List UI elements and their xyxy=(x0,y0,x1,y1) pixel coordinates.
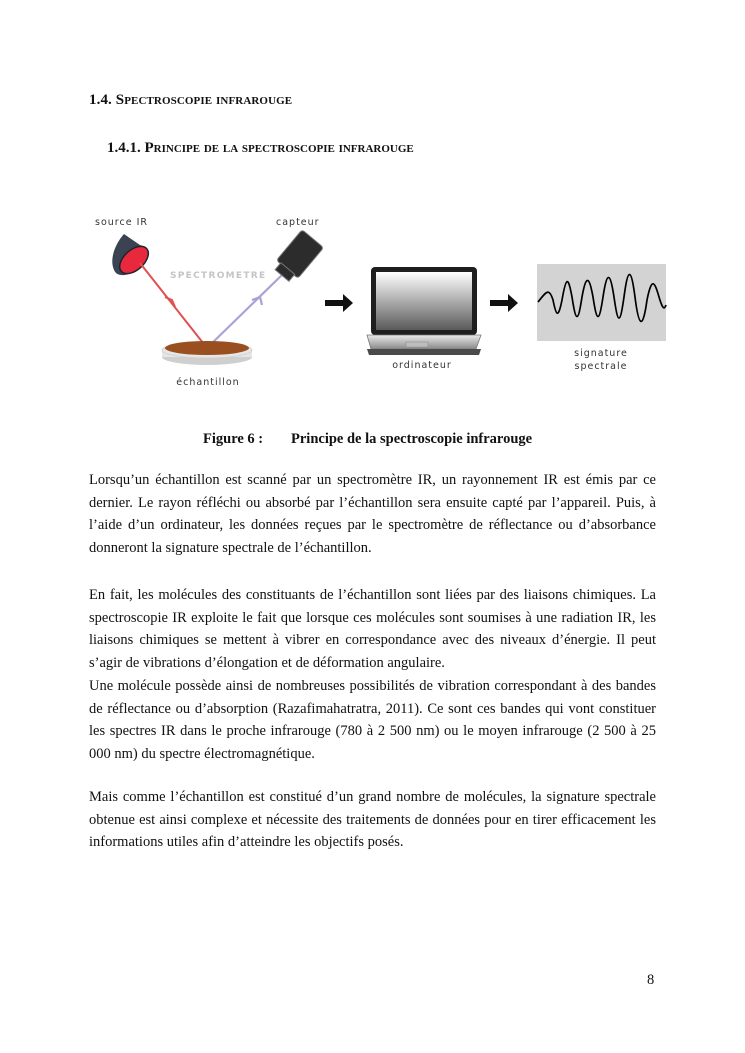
paragraph-block-1 xyxy=(89,469,656,560)
label-echantillon: échantillon xyxy=(176,377,240,388)
arrow-right-icon xyxy=(490,294,518,312)
arrow-right-icon xyxy=(325,294,353,312)
figure-caption-number: Figure 6 : xyxy=(203,431,264,447)
label-spectrometre: SPECTROMETRE xyxy=(170,271,267,281)
page-number: 8 xyxy=(647,972,655,988)
paragraph-block-2 xyxy=(89,584,656,766)
paragraph: Lorsqu’un échantillon est scanné par un spectromètre IR, un rayonnement IR est émis par ce dernier. Le rayon réfléchi ou absorbé par l’échantillon sera ensuite capté par l’appareil. Puis, à l’aide d’un ordinateur, les données reçues par le spectromètre de réflectance ou d’absorbance donneront la signature spectrale de l’échantillon. xyxy=(89,472,656,557)
label-source-ir: source IR xyxy=(95,217,148,228)
paragraph: En fait, les molécules des constituants de l’échantillon sont liées par des liaisons chimiques. La spectroscopie IR exploite le fait que lorsque ces molécules sont soumises à une radiation IR, les liaisons chimiques se mettent à vibrer en correspondance avec des niveaux d’énergie. Il peut s’agir de vibrations d’élongation et de déformation angulaire. xyxy=(89,587,656,672)
reflected-ray xyxy=(207,273,284,348)
paragraph: Une molécule possède ainsi de nombreuses possibilités de vibration correspondant à des bandes de réflectance ou d’absorption (Razafimahatratra, 2011). Ce sont ces bandes qui vont constituer les spectres IR dans le proche infrarouge (780 à 2 500 nm) ou le moyen infrarouge (2 500 à 25 000 nm) du spectre électromagnétique. xyxy=(89,677,656,762)
laptop-base-edge xyxy=(367,349,481,355)
sample-material xyxy=(165,341,249,355)
section-heading: 1.4. Spectroscopie infrarouge xyxy=(89,92,293,108)
spectral-signature-chart xyxy=(537,264,666,341)
laptop-touchpad xyxy=(406,342,428,347)
paragraph: Mais comme l’échantillon est constitué d’un grand nombre de molécules, la signature spectrale obtenue est ainsi complexe et nécessite des traitements de données pour en tirer efficacement les informations utiles afin d’atteindre les objectifs posés. xyxy=(89,789,656,851)
label-signature: signature xyxy=(574,348,628,359)
label-ordinateur: ordinateur xyxy=(392,360,452,371)
subsection-heading: 1.4.1. Principe de la spectroscopie infrarouge xyxy=(107,140,414,156)
sample-dish xyxy=(162,341,252,365)
paragraph-block-3 xyxy=(89,786,656,854)
label-spectrale: spectrale xyxy=(574,361,628,372)
figure-caption-text: Principe de la spectroscopie infrarouge xyxy=(291,431,533,447)
label-capteur: capteur xyxy=(276,217,320,228)
laptop-icon xyxy=(367,267,481,355)
figure-ir-principle xyxy=(88,205,670,400)
laptop-screen xyxy=(376,272,472,330)
